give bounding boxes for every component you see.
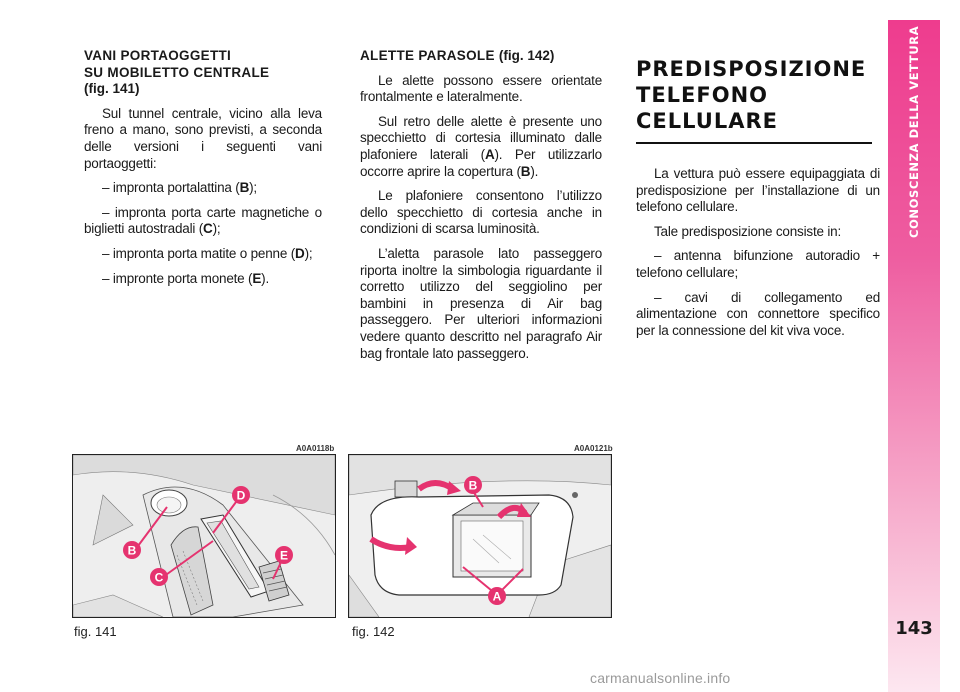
phone-title-line2: TELEFONO CELLULARE bbox=[636, 83, 778, 133]
visors-p2-letter-b: B bbox=[520, 163, 531, 179]
callout-e bbox=[275, 546, 293, 564]
storage-item-pens-text: – impronta porta matite o penne ( bbox=[102, 245, 296, 261]
storage-heading-fig: (fig. 141) bbox=[84, 81, 140, 97]
callout-b bbox=[123, 541, 141, 559]
visors-p2-letter-a: A bbox=[484, 146, 495, 162]
watermark: carmanualsonline.info bbox=[590, 670, 731, 686]
storage-item-can-end: ); bbox=[249, 180, 257, 196]
storage-heading-fig-ref: fig. 141 bbox=[88, 81, 136, 97]
figure-142-illustration bbox=[348, 454, 612, 618]
callout-b-visor-text: B bbox=[468, 478, 478, 493]
storage-item-can-text: – impronta portalattina ( bbox=[102, 180, 240, 196]
figure-141-code: A0A0118b bbox=[296, 444, 335, 453]
phone-p3: – antenna bifunzione autoradio + telefono cellulare; bbox=[636, 248, 880, 280]
storage-heading bbox=[84, 48, 322, 98]
visors-p2-a: Sul retro delle alette è presente uno specchietto di cortesia illuminato dalle plafoniere laterali ( bbox=[360, 113, 602, 162]
storage-heading-line2: SU MOBILETTO CENTRALE bbox=[84, 64, 270, 80]
visors-heading-text: ALETTE PARASOLE bbox=[360, 48, 495, 63]
storage-item-cards-end: ); bbox=[212, 221, 221, 237]
callout-a bbox=[488, 587, 506, 605]
storage-item-cards-letter: C bbox=[203, 221, 213, 237]
callout-b-text: B bbox=[127, 543, 137, 558]
callout-d bbox=[232, 486, 250, 504]
callout-d-text: D bbox=[236, 488, 246, 503]
storage-heading-line1: VANI PORTAOGGETTI bbox=[84, 48, 232, 63]
storage-item-coins bbox=[84, 271, 322, 288]
storage-item-can bbox=[84, 180, 322, 197]
callout-a-text: A bbox=[492, 589, 502, 604]
phone-p1: La vettura può essere equipaggiata di predisposizione per l’installazione di un telefono cellulare. bbox=[636, 166, 880, 215]
storage-intro: Sul tunnel centrale, vicino alla leva freno a mano, sono previsti, a seconda delle versioni i seguenti vani portaoggetti: bbox=[84, 105, 322, 171]
storage-item-pens-letter: D bbox=[295, 245, 305, 261]
visors-p4: L’aletta parasole lato passeggero riporta inoltre la simbologia riguardante il corretto utilizzo del seggiolino per bambini in presenza di Air bag passeggero. Per ulteriori informazioni vedere quanto descritto nel paragrafo Air bag frontale lato passeggero. bbox=[360, 245, 602, 361]
figure-142-code: A0A0121b bbox=[574, 444, 613, 453]
section-title-vertical: CONOSCENZA DELLA VETTURA bbox=[907, 26, 921, 239]
storage-item-pens-end: ); bbox=[304, 245, 313, 261]
visors-p2-c: ). bbox=[530, 163, 539, 179]
visors-p2-b: ). Per utilizzarlo occorre aprire la copertura ( bbox=[360, 146, 602, 179]
storage-item-cards bbox=[84, 205, 322, 238]
callout-c bbox=[150, 568, 168, 586]
storage-item-cards-text: – impronta porta carte magnetiche o biglietti autostradali ( bbox=[84, 204, 322, 237]
callout-e-text: E bbox=[279, 548, 289, 563]
column-storage bbox=[84, 48, 322, 295]
center-console-drawing bbox=[73, 455, 335, 617]
figure-141-illustration bbox=[72, 454, 336, 618]
storage-item-coins-end: ). bbox=[261, 270, 270, 286]
figure-142-caption: fig. 142 bbox=[352, 624, 395, 639]
phone-title-line1: PREDISPOSIZIONE bbox=[636, 57, 867, 81]
visors-p3: Le plafoniere consentono l’utilizzo dello specchietto di cortesia anche in condizioni di scarsa luminosità. bbox=[360, 188, 602, 237]
storage-item-coins-letter: E bbox=[252, 270, 262, 286]
column-sun-visors bbox=[360, 48, 602, 370]
visors-heading-fig-ref: fig. 142 bbox=[503, 48, 550, 63]
visors-heading-fig: (fig. 142) bbox=[498, 48, 555, 63]
column-phone bbox=[636, 56, 880, 347]
phone-p4: – cavi di collegamento ed alimentazione con connettore specifico per la connessione del kit viva voce. bbox=[636, 289, 880, 338]
storage-item-pens bbox=[84, 246, 322, 263]
storage-item-coins-text: – impronte porta monete ( bbox=[102, 270, 253, 286]
phone-title bbox=[636, 56, 880, 134]
visors-heading bbox=[360, 48, 602, 65]
figure-141-caption: fig. 141 bbox=[74, 624, 117, 639]
storage-item-can-letter: B bbox=[239, 180, 250, 196]
visors-p2 bbox=[360, 114, 602, 180]
visors-p1: Le alette possono essere orientate frontalmente e lateralmente. bbox=[360, 72, 602, 105]
sun-visor-drawing bbox=[349, 455, 611, 617]
phone-p2: Tale predisposizione consiste in: bbox=[654, 223, 842, 239]
callout-c-text: C bbox=[154, 570, 164, 585]
page-number: 143 bbox=[895, 618, 933, 639]
callout-b-visor bbox=[464, 476, 482, 494]
